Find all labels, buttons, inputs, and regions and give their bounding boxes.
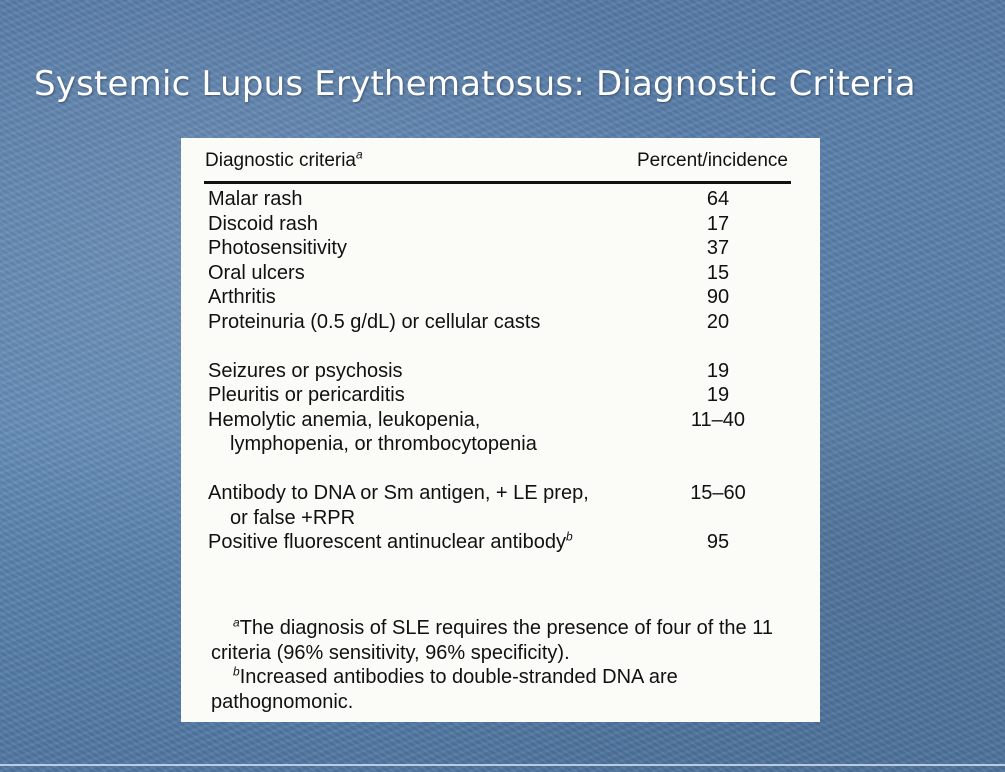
footnote-mark: b xyxy=(233,664,240,679)
percent-value: 90 xyxy=(706,286,730,308)
column-header-criteria-text: Diagnostic criteria xyxy=(205,150,356,171)
criteria-list xyxy=(208,187,788,579)
percent-value: 11–40 xyxy=(690,408,746,431)
percent-value: 15–60 xyxy=(690,482,746,504)
table-row xyxy=(208,310,788,359)
percent-value: 19 xyxy=(706,384,730,406)
table-row xyxy=(208,481,788,530)
criterion-label: Antibody to DNA or Sm antigen, + LE prep, or false +RPR xyxy=(208,482,589,529)
criterion-label: Arthritis xyxy=(208,286,276,308)
header-rule xyxy=(204,181,791,184)
footnote-mark-b: b xyxy=(566,529,573,544)
percent-value: 64 xyxy=(706,188,730,210)
column-header-percent: Percent/incidence xyxy=(636,150,788,171)
percent-value: 37 xyxy=(706,237,730,259)
footnote-a xyxy=(211,616,801,665)
criterion-label: Photosensitivity xyxy=(208,237,347,259)
table-row xyxy=(208,359,788,384)
table-row xyxy=(208,285,788,310)
percent-value: 95 xyxy=(706,531,730,553)
table-row xyxy=(208,408,788,482)
criterion-label: Oral ulcers xyxy=(208,261,305,284)
criterion-text: Positive fluorescent antinuclear antibody xyxy=(208,531,566,553)
criterion-label: Hemolytic anemia, leukopenia, lymphopenia, or thrombocytopenia xyxy=(208,408,537,455)
table-row xyxy=(208,261,788,286)
footnotes xyxy=(211,616,801,714)
criteria-table-image xyxy=(181,138,820,722)
table-row xyxy=(208,236,788,261)
percent-value: 20 xyxy=(706,310,730,333)
percent-value: 19 xyxy=(706,359,730,382)
criterion-label: Proteinuria (0.5 g/dL) or cellular casts xyxy=(208,310,541,333)
column-header-criteria xyxy=(205,147,363,172)
percent-value: 15 xyxy=(706,261,730,284)
footnote-mark: a xyxy=(233,615,240,630)
footnote-b xyxy=(211,665,801,714)
criterion-label: Pleuritis or pericarditis xyxy=(208,384,405,406)
criterion-label: Discoid rash xyxy=(208,212,319,235)
footnote-text: The diagnosis of SLE requires the presence of four of the 11 criteria (96% sensitivity, 96% specificity). xyxy=(211,617,773,664)
table-row xyxy=(208,212,788,237)
percent-value: 17 xyxy=(706,212,730,235)
criterion-label xyxy=(208,530,600,555)
slide-title: Systemic Lupus Erythematosus: Diagnostic Criteria xyxy=(34,64,916,104)
criterion-label: Malar rash xyxy=(208,188,303,210)
bottom-divider xyxy=(0,764,1005,766)
table-row xyxy=(208,383,788,408)
footnote-text: Increased antibodies to double-stranded DNA are pathognomonic. xyxy=(211,666,678,713)
table-row xyxy=(208,530,788,579)
table-row xyxy=(208,187,788,212)
footnote-mark-a: a xyxy=(356,147,363,162)
criterion-label: Seizures or psychosis xyxy=(208,359,403,382)
